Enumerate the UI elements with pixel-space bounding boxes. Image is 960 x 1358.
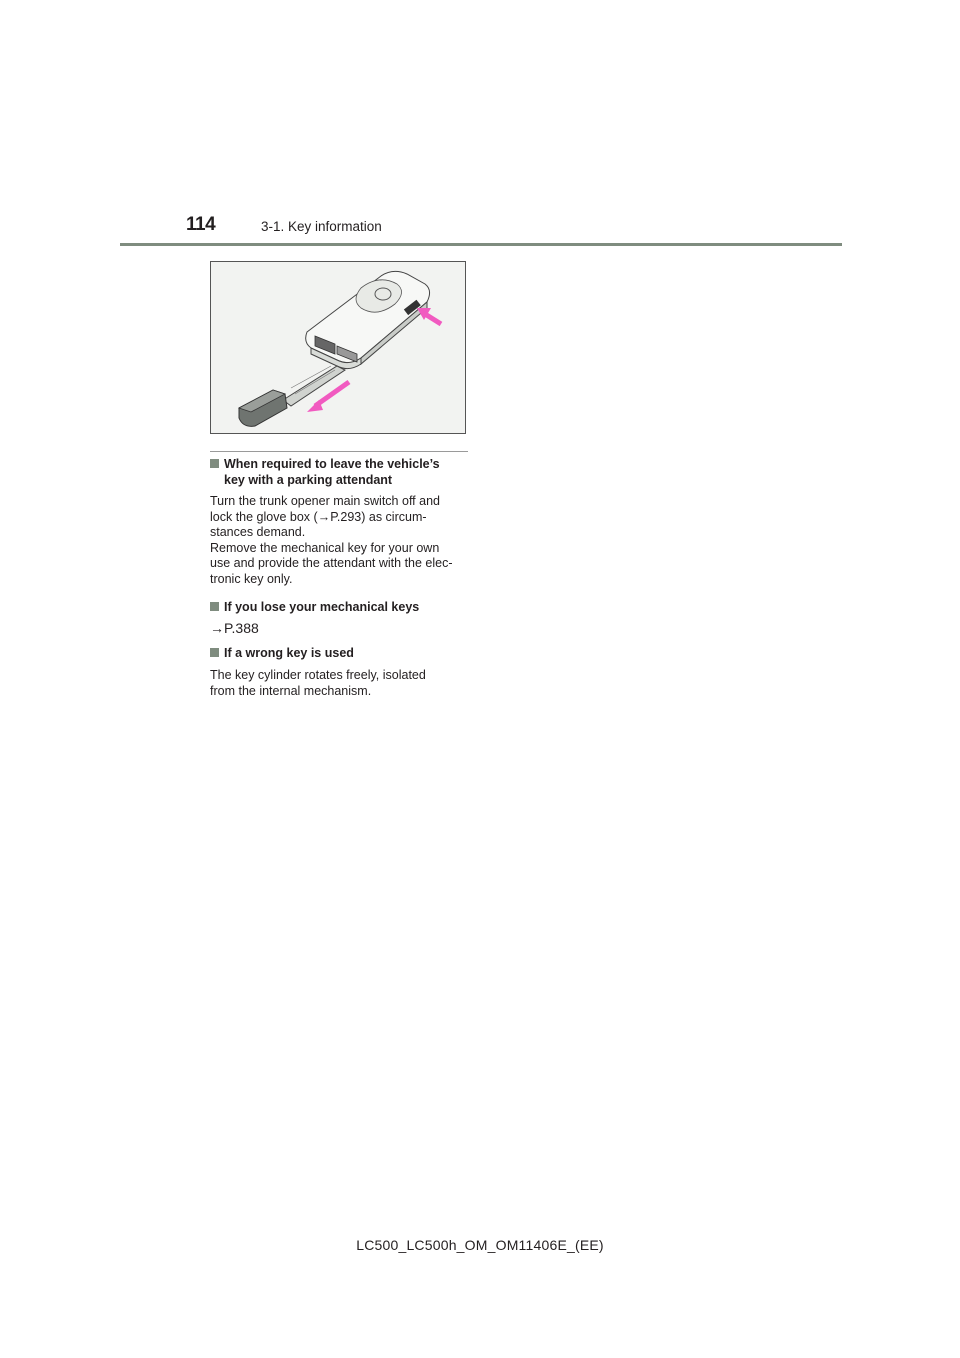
text-line: The key cylinder rotates freely, isolated <box>210 668 426 682</box>
text-line: stances demand. <box>210 525 306 539</box>
heading-square-icon <box>210 648 219 657</box>
text-line: tronic key only. <box>210 571 293 586</box>
mechanical-key-blade <box>283 366 345 406</box>
key-illustration-figure <box>210 261 466 434</box>
text-line: from the internal mechanism. <box>210 683 372 698</box>
heading-line: When required to leave the vehicle’s <box>224 457 440 471</box>
heading-text: If you lose your mechanical keys <box>224 600 420 614</box>
key-removal-illustration-icon <box>211 262 465 433</box>
page-number: 114 <box>186 214 216 235</box>
heading-square-icon <box>210 602 219 611</box>
text-line: Turn the trunk opener main switch off and <box>210 494 440 508</box>
heading-lost-keys <box>210 599 419 615</box>
text-line: Remove the mechanical key for your own <box>210 540 440 555</box>
section-title: 3-1. Key information <box>261 219 382 234</box>
heading-wrong-key <box>210 645 354 661</box>
section-divider <box>210 451 468 452</box>
text-line: lock the glove box (→P.293) as circum- <box>210 509 427 524</box>
page-reference-link[interactable]: →P.388 <box>210 620 259 636</box>
header-rule <box>120 243 842 246</box>
push-arrow-icon <box>417 308 441 324</box>
heading-text: If a wrong key is used <box>224 646 354 660</box>
heading-line: key with a parking attendant <box>224 473 393 487</box>
paragraph-parking-attendant <box>210 494 470 587</box>
footer-doc-id: LC500_LC500h_OM_OM11406E_(EE) <box>356 1237 604 1253</box>
text-line: use and provide the attendant with the elec- <box>210 556 453 570</box>
heading-parking-attendant <box>210 456 464 488</box>
paragraph-wrong-key <box>210 668 470 699</box>
heading-square-icon <box>210 459 219 468</box>
